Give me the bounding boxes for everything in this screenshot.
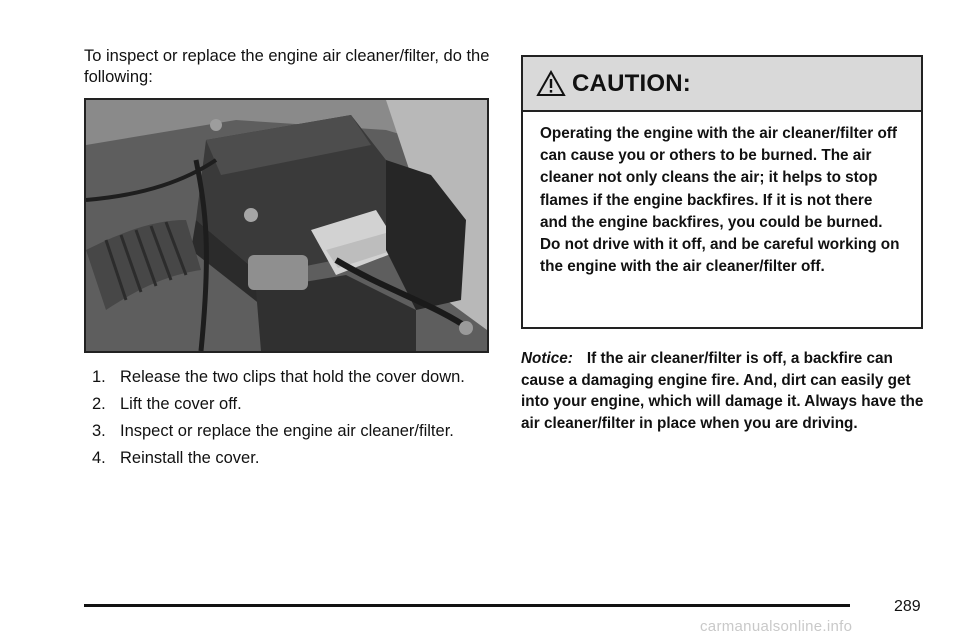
step-number: 1. xyxy=(92,368,106,386)
engine-photo xyxy=(84,98,489,353)
step-text: Inspect or replace the engine air cleaner/filter. xyxy=(120,422,454,440)
step-text: Reinstall the cover. xyxy=(120,449,260,467)
list-item xyxy=(92,421,502,448)
notice-label: Notice: xyxy=(521,350,573,367)
step-number: 3. xyxy=(92,422,106,440)
caution-title: CAUTION: xyxy=(572,69,691,97)
list-item xyxy=(92,394,502,421)
notice-text: If the air cleaner/filter is off, a backfire can cause a damaging engine fire. And, dirt can easily get into your engine, which will damage it. Always have the air cleaner/filter in place when you are driving. xyxy=(521,350,924,432)
steps-list xyxy=(92,367,502,475)
step-number: 4. xyxy=(92,449,106,467)
list-item xyxy=(92,448,502,475)
notice-paragraph xyxy=(521,348,926,434)
footer-rule xyxy=(84,604,850,607)
caution-box xyxy=(521,55,923,329)
caution-text: Operating the engine with the air cleaner/filter off can cause you or others to be burned. The air cleaner not only cleans the air; it helps to stop flames if the engine backfires. If it is not there and the engine backfires, you could be burned. Do not drive with it off, and be careful working on the engine with the air cleaner/filter off. xyxy=(540,125,900,276)
list-item xyxy=(92,367,502,394)
intro-text: To inspect or replace the engine air cleaner/filter, do the following: xyxy=(84,47,490,86)
warning-triangle-icon xyxy=(536,70,566,97)
watermark: carmanualsonline.info xyxy=(700,618,853,635)
step-number: 2. xyxy=(92,395,106,413)
step-text: Release the two clips that hold the cover down. xyxy=(120,368,465,386)
caution-header xyxy=(523,57,921,112)
step-text: Lift the cover off. xyxy=(120,395,242,413)
page-number: 289 xyxy=(894,598,921,615)
